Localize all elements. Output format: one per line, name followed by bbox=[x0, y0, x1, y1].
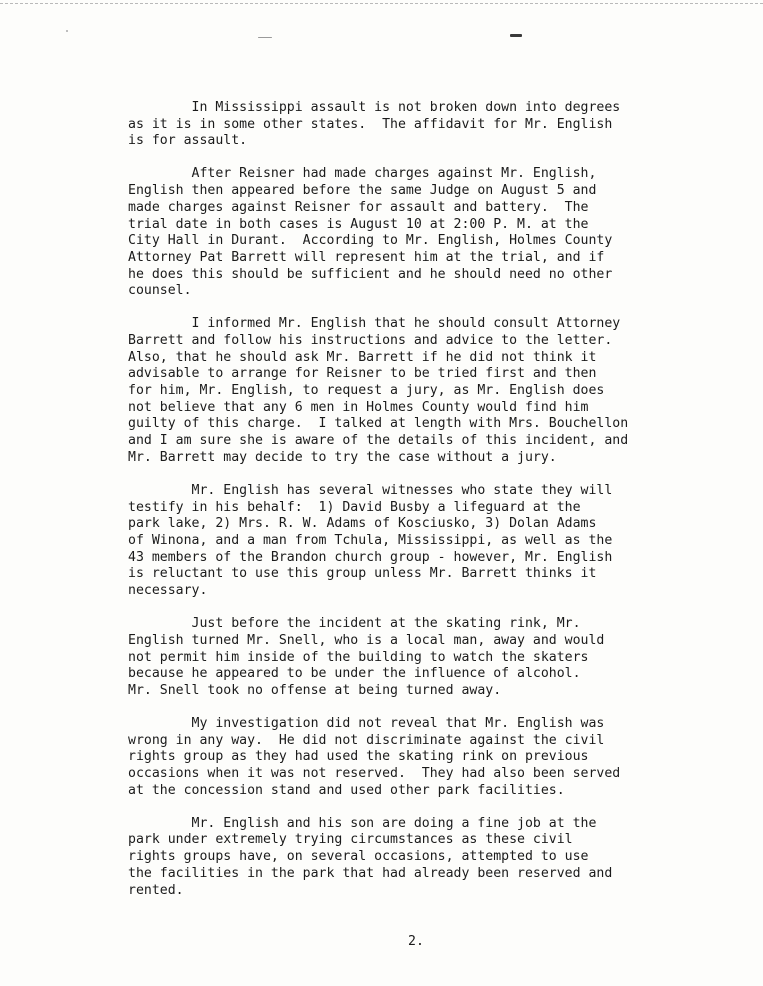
text-line: rights group as they had used the skating rink on previous bbox=[128, 749, 589, 765]
text-line: English then appeared before the same Judge on August 5 and bbox=[128, 183, 597, 199]
text-line: as it is in some other states. The affidavit for Mr. English bbox=[128, 116, 613, 132]
text-line: park lake, 2) Mrs. R. W. Adams of Kosciusko, 3) Dolan Adams bbox=[128, 516, 597, 532]
text-line: park under extremely trying circumstances as these civil bbox=[128, 832, 573, 848]
text-line: testify in his behalf: 1) David Busby a lifeguard at the bbox=[128, 499, 581, 515]
text-line: the facilities in the park that had already been reserved and bbox=[128, 865, 613, 881]
text-line: Just before the incident at the skating rink, Mr. bbox=[128, 616, 581, 632]
text-line: Barrett and follow his instructions and advice to the letter. bbox=[128, 333, 613, 349]
scan-mark bbox=[258, 37, 272, 38]
text-line: occasions when it was not reserved. They had also been served bbox=[128, 766, 621, 782]
text-line: wrong in any way. He did not discriminate against the civil bbox=[128, 732, 605, 748]
scan-mark bbox=[510, 34, 522, 37]
text-line: trial date in both cases is August 10 at 2:00 P. M. at the bbox=[128, 216, 589, 232]
text-line: Mr. Snell took no offense at being turned away. bbox=[128, 682, 502, 698]
text-line: Mr. Barrett may decide to try the case without a jury. bbox=[128, 449, 557, 465]
text-line: City Hall in Durant. According to Mr. English, Holmes County bbox=[128, 233, 613, 249]
paragraph bbox=[128, 616, 728, 699]
text-line: counsel. bbox=[128, 283, 192, 299]
text-line: guilty of this charge. I talked at length with Mrs. Bouchellon bbox=[128, 416, 629, 432]
paragraph bbox=[128, 166, 728, 300]
paragraph bbox=[128, 316, 728, 466]
paragraph bbox=[128, 483, 728, 600]
text-line: for him, Mr. English, to request a jury, as Mr. English does bbox=[128, 383, 605, 399]
text-line: is for assault. bbox=[128, 133, 248, 149]
text-line: is reluctant to use this group unless Mr. Barrett thinks it bbox=[128, 566, 597, 582]
text-line: English turned Mr. Snell, who is a local man, away and would bbox=[128, 632, 605, 648]
text-line: Mr. English has several witnesses who state they will bbox=[128, 482, 613, 498]
paragraph bbox=[128, 100, 728, 150]
page-number: 2. bbox=[408, 934, 424, 949]
text-line: not believe that any 6 men in Holmes County would find him bbox=[128, 399, 589, 415]
text-line: advisable to arrange for Reisner to be tried first and then bbox=[128, 366, 597, 382]
text-line: because he appeared to be under the influence of alcohol. bbox=[128, 666, 581, 682]
text-line: rights groups have, on several occasions, attempted to use bbox=[128, 849, 589, 865]
page-top-border bbox=[0, 3, 763, 4]
scan-mark bbox=[66, 30, 68, 32]
text-line: After Reisner had made charges against Mr. English, bbox=[128, 166, 597, 182]
text-line: rented. bbox=[128, 882, 184, 898]
document-body bbox=[128, 100, 728, 916]
paragraph bbox=[128, 716, 728, 799]
text-line: of Winona, and a man from Tchula, Mississippi, as well as the bbox=[128, 532, 613, 548]
text-line: Also, that he should ask Mr. Barrett if he did not think it bbox=[128, 349, 597, 365]
paragraph bbox=[128, 816, 728, 899]
text-line: Mr. English and his son are doing a fine job at the bbox=[128, 815, 597, 831]
text-line: not permit him inside of the building to watch the skaters bbox=[128, 649, 589, 665]
text-line: necessary. bbox=[128, 583, 208, 599]
text-line: In Mississippi assault is not broken down into degrees bbox=[128, 100, 621, 115]
text-line: made charges against Reisner for assault and battery. The bbox=[128, 199, 589, 215]
text-line: and I am sure she is aware of the details of this incident, and bbox=[128, 433, 629, 449]
text-line: My investigation did not reveal that Mr. English was bbox=[128, 715, 605, 731]
text-line: I informed Mr. English that he should consult Attorney bbox=[128, 316, 621, 332]
text-line: he does this should be sufficient and he should need no other bbox=[128, 266, 613, 282]
text-line: Attorney Pat Barrett will represent him at the trial, and if bbox=[128, 249, 605, 265]
text-line: 43 members of the Brandon church group - however, Mr. English bbox=[128, 549, 613, 565]
text-line: at the concession stand and used other park facilities. bbox=[128, 782, 565, 798]
